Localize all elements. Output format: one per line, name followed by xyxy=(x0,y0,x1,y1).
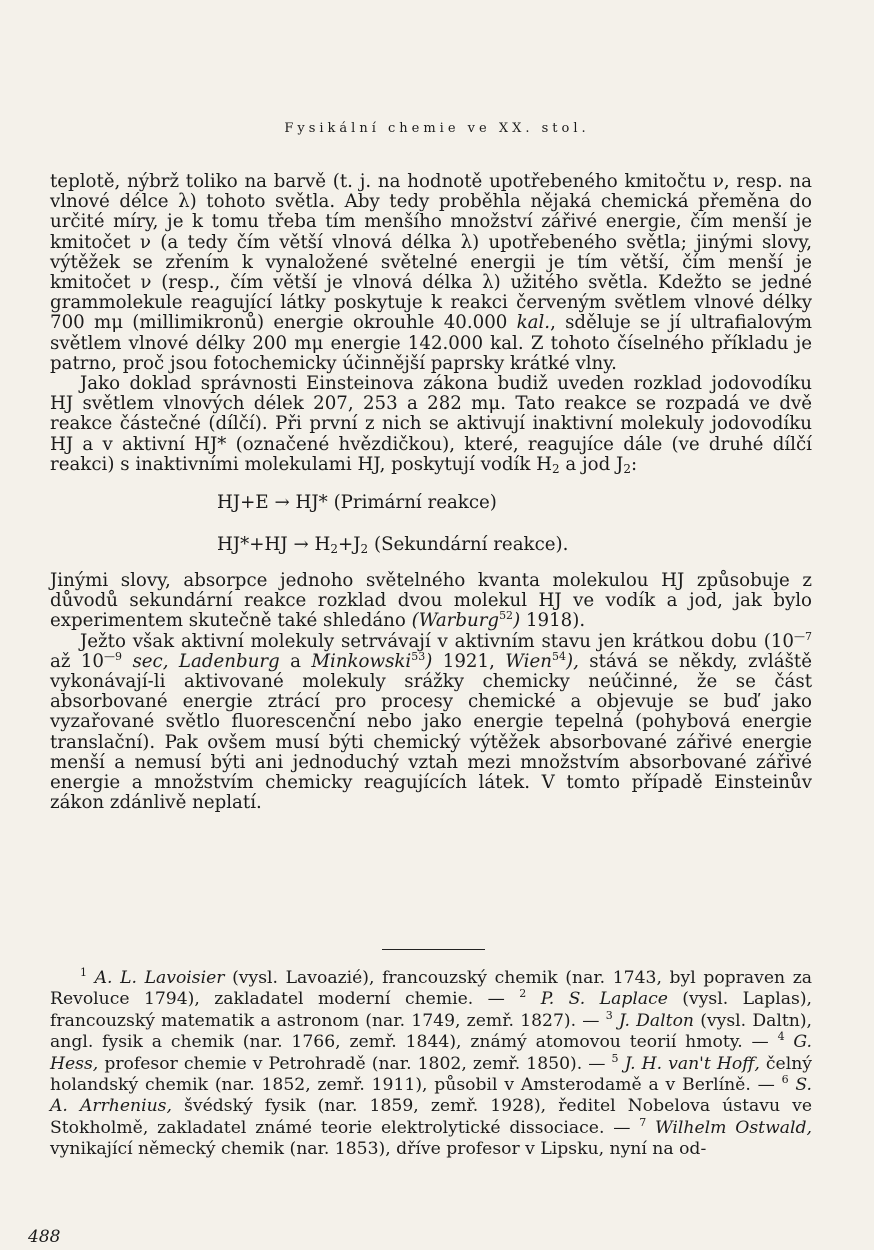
footnote-separator xyxy=(382,949,485,950)
exponent: —9 xyxy=(104,649,122,663)
equation-secondary: $HJ*+HJ \to H_2+J_2$ (Sekundární reakce). xyxy=(217,534,569,557)
page-number: 488 xyxy=(28,1227,61,1247)
running-head: Fysikální chemie ve XX. stol. xyxy=(284,121,590,136)
reference-mark: 53 xyxy=(411,649,426,663)
reference-mark: 52 xyxy=(499,609,514,623)
paragraph-2: Jako doklad správnosti Einsteinova zákona budiž uveden rozklad jodovodíku HJ světlem vlnových délek 207, 253 a 282 mμ. Tato reakce se rozpadá ve dvě reakce částečné (dílčí). Při první z nich se aktivují inaktivní molekuly jodovodíku HJ a v aktivní HJ* (označené hvězdičkou), které, reagujíce dále (ve druhé dílčí reakci) s inaktivními molekulami HJ, poskytují vodík $H_2$ a jod $J_2$: xyxy=(50,373,812,476)
equation-primary: HJ+E → HJ* (Primární reakce) xyxy=(217,492,497,514)
paragraph-1: teplotě, nýbrž toliko na barvě (t. j. na hodnotě upotřebeného kmitočtu ν, resp. na vlnové délce λ) tohoto světla. Aby tedy proběhla nějaká chemická přeměna do určité míry, je k tomu třeba tím menšího množství zářivé energie, čím menší je kmitočet ν (a tedy čím větší vlnová délka λ) upotřebeného světla; jinými slovy, výtěžek se zřením k vynaložené světelné energii je tím větší, čím menší je kmitočet ν (resp., čím větší je vlnová délka λ) užitého světla. Kdežto se jedné grammolekule reagující látky poskytuje k reakci červeným světlem vlnové délky 700 mμ (millimikronů) energie okrouhle 40.000 kal., sděluje se jí ultrafialovým světlem vlnové délky 200 mμ energie 142.000 kal. Z tohoto číselného příkladu je patrno, proč jsou fotochemicky účinnější paprsky krátké vlny. xyxy=(50,171,813,374)
exponent: —7 xyxy=(794,629,812,643)
reaction-equations xyxy=(217,491,812,557)
reference-mark: 54 xyxy=(551,649,566,663)
paragraph-3: Jinými slovy, absorpce jednoho světelného kvanta molekulou HJ způsobuje z důvodů sekundární reakce rozklad dvou molekul HJ ve vodík a jod, jak bylo experimentem skutečně také shledáno (Warburg$^{52}$) 1918). xyxy=(50,570,812,632)
paragraph-4: Ježto však aktivní molekuly setrvávají v aktivním stavu jen krátkou dobu ($10^{—7}$ až $10^{—9}$ sec, Ladenburg a Minkowski$^{53}$) 1921, Wien$^{54}$), stává se někdy, zvláště vykonávají-li aktivované molekuly srážky chemicky neúčinné, že se část absorbované energie ztrácí pro procesy chemické a objevuje se buď jako vyzařované světlo fluorescenční nebo jako energie tepelná (pohybová energie translační). Pak ovšem musí býti chemický výtěžek absorbované zářivé energie menší a nemusí býti ani jednoduchý vztah mezi množstvím absorbované zářivé energie a množstvím chemicky reagujících látek. V tomto případě Einsteinův zákon zdánlivě neplatí. xyxy=(50,629,812,814)
arrow-symbol: → xyxy=(274,492,290,514)
citation: (Warburg xyxy=(411,610,500,632)
arrow-symbol: → xyxy=(293,534,309,556)
footnotes xyxy=(50,968,812,1161)
footnote-block: $^1$ A. L. Lavoisier (vysl. Lavoazié), francouzský chemik (nar. 1743, byl popraven za Revoluce 1794), zakladatel moderní chemie. — $^2$ P. S. Laplace (vysl. Laplas), francouzský matematik a astronom (nar. 1749, zemř. 1827). — $^3$ J. Dalton (vysl. Daltn), angl. fysik a chemik (nar. 1766, zemř. 1844), známý atomovou teorií hmoty. — $^4$ G. Hess, profesor chemie v Petrohradě (nar. 1802, zemř. 1850). — $^5$ J. H. van't Hoff, čelný holandský chemik (nar. 1852, zemř. 1911), působil v Amsterodamě a v Berlíně. — $^6$ S. A. Arrhenius, švédský fysik (nar. 1859, zemř. 1928), ředitel Nobelova ústavu ve Stokholmě, zakladatel známé teorie elektrolytické dissociace. — $^7$ Wilhelm Ostwald, vynikající německý chemik (nar. 1853), dříve profesor v Lipsku, nyní na od- xyxy=(50,966,813,1160)
unit-italic: kal. xyxy=(516,312,551,334)
main-text xyxy=(50,172,812,813)
